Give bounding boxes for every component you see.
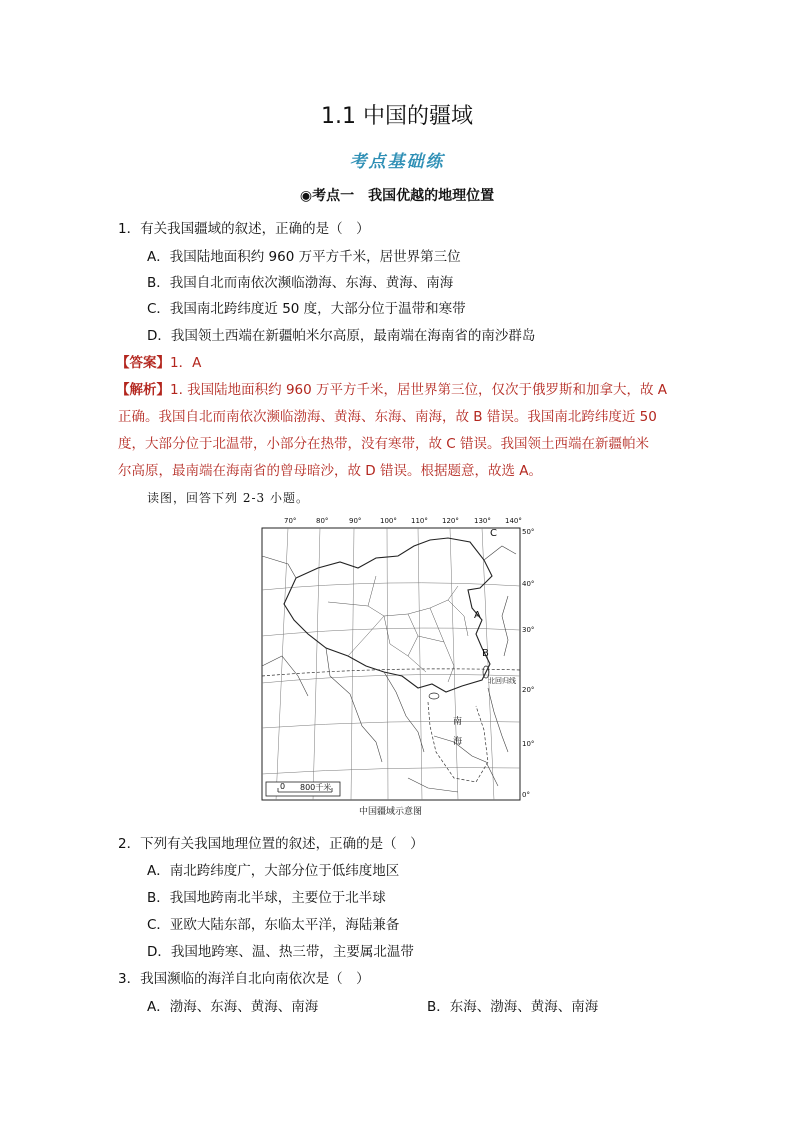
answer-value: 1．A bbox=[170, 355, 202, 371]
question-2-option-a: A．南北跨纬度广，大部分位于低纬度地区 bbox=[147, 863, 400, 879]
question-2-stem: 2．下列有关我国地理位置的叙述，正确的是（ ） bbox=[118, 836, 424, 852]
analysis-line-4: 尔高原，最南端在海南省的曾母暗沙，故 D 错误。根据题意，故选 A。 bbox=[118, 463, 543, 479]
lat-label-10: 10° bbox=[522, 740, 535, 748]
analysis-text-1: 1. 我国陆地面积约 960 万平方千米，居世界第三位，仅次于俄罗斯和加拿大，故 A bbox=[170, 382, 668, 398]
lon-label-120: 120° bbox=[442, 517, 459, 525]
section-heading: ◉考点一 我国优越的地理位置 bbox=[299, 188, 495, 204]
question-1-option-b: B．我国自北而南依次濒临渤海、东海、黄海、南海 bbox=[147, 275, 454, 291]
question-1-option-a: A．我国陆地面积约 960 万平方千米，居世界第三位 bbox=[147, 249, 461, 265]
map-letter-a: A bbox=[474, 610, 481, 621]
question-1-option-c: C．我国南北跨纬度近 50 度，大部分位于温带和寒带 bbox=[147, 301, 466, 317]
lon-label-130: 130° bbox=[474, 517, 491, 525]
map-caption: 中国疆域示意图 bbox=[358, 807, 422, 817]
analysis-label: 【解析】 bbox=[116, 382, 170, 398]
lat-label-30: 30° bbox=[522, 626, 535, 634]
lon-label-70: 70° bbox=[284, 517, 297, 525]
question-3-option-b: B．东海、渤海、黄海、南海 bbox=[427, 999, 599, 1015]
question-1-stem: 1．有关我国疆域的叙述，正确的是（ ） bbox=[118, 221, 370, 237]
lon-label-80: 80° bbox=[316, 517, 329, 525]
question-3-option-a: A．渤海、东海、黄海、南海 bbox=[147, 999, 319, 1015]
analysis-line-1 bbox=[116, 378, 667, 398]
question-3-stem: 3．我国濒临的海洋自北向南依次是（ ） bbox=[118, 971, 370, 987]
question-2-option-d: D．我国地跨寒、温、热三带，主要属北温带 bbox=[147, 944, 414, 960]
lat-label-50: 50° bbox=[522, 528, 535, 536]
lon-label-110: 110° bbox=[411, 517, 428, 525]
analysis-line-3: 度，大部分位于北温带，小部分在热带，没有寒带，故 C 错误。我国领土西端在新疆帕米 bbox=[118, 436, 650, 452]
answer-line bbox=[116, 351, 201, 371]
china-territory-map bbox=[258, 516, 536, 818]
scale-zero: 0 bbox=[280, 782, 286, 791]
lon-label-90: 90° bbox=[349, 517, 362, 525]
map-letter-b: B bbox=[482, 648, 489, 659]
answer-label: 【答案】 bbox=[116, 355, 170, 371]
map-sea-label-1: 南 bbox=[453, 717, 463, 727]
read-instruction: 读图，回答下列 2-3 小题。 bbox=[147, 491, 309, 505]
lat-label-0: 0° bbox=[522, 791, 530, 799]
lat-label-40: 40° bbox=[522, 580, 535, 588]
subtitle: 考点基础练 bbox=[349, 152, 445, 172]
question-1-option-d: D．我国领土西端在新疆帕米尔高原，最南端在海南省的南沙群岛 bbox=[147, 328, 536, 344]
analysis-line-2: 正确。我国自北而南依次濒临渤海、黄海、东海、南海，故 B 错误。我国南北跨纬度近 50 bbox=[118, 409, 657, 425]
question-2-option-c: C．亚欧大陆东部，东临太平洋，海陆兼备 bbox=[147, 917, 400, 933]
lon-label-140: 140° bbox=[505, 517, 522, 525]
map-graphic bbox=[258, 516, 536, 818]
map-sea-label-2: 海 bbox=[453, 737, 463, 747]
lon-label-100: 100° bbox=[380, 517, 397, 525]
question-2-option-b: B．我国地跨南北半球，主要位于北半球 bbox=[147, 890, 386, 906]
page-title: 1.1 中国的疆域 bbox=[321, 104, 473, 129]
tropic-label: 北回归线 bbox=[488, 677, 516, 685]
lat-label-20: 20° bbox=[522, 686, 535, 694]
scale-text: 800千米 bbox=[300, 783, 332, 792]
map-letter-c: C bbox=[490, 528, 497, 539]
